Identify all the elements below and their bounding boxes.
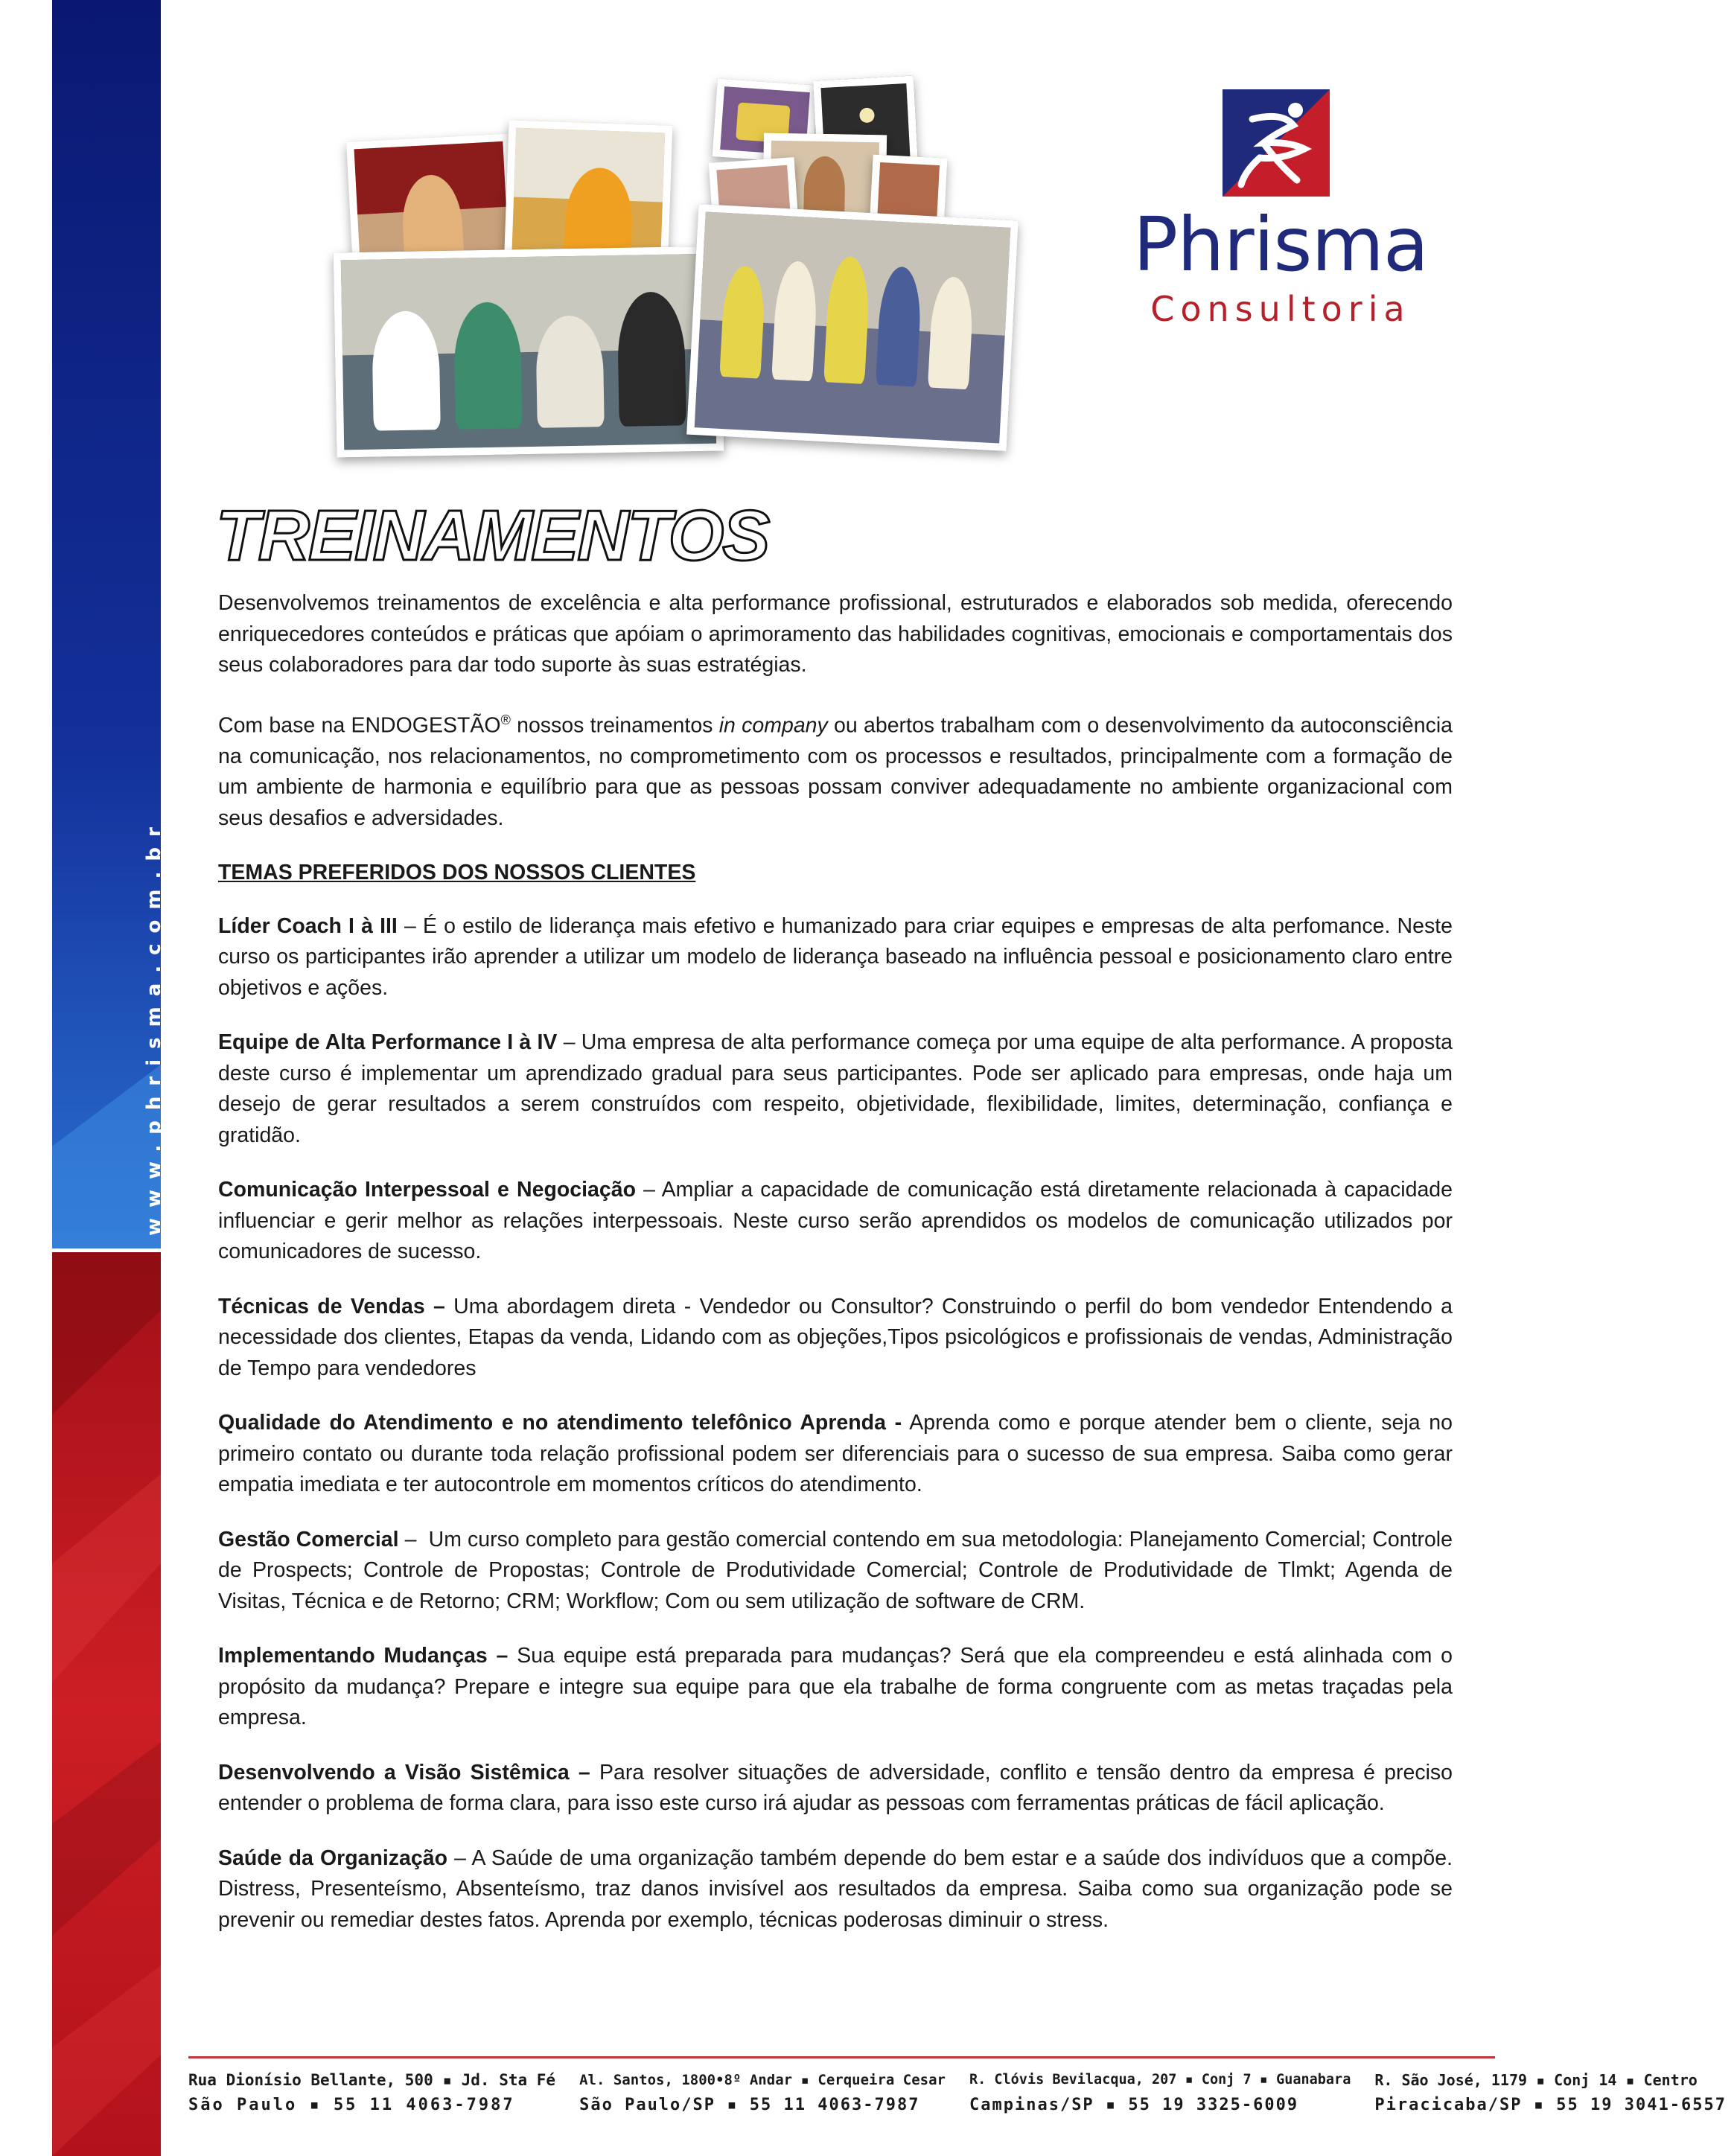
endogestao-italic: in company [718, 713, 828, 737]
topic-name: Líder Coach I à III [218, 913, 398, 938]
topic-description: Para resolver situações de adversidade, conflito e tensão dentro da empresa é preciso entender o problema de forma clara, para isso este curso irá ajudar as pessoas com ferramentas práticas de fácil aplicação. [218, 1760, 1453, 1815]
address-street: R. São José, 1179 ▪ Conj 14 ▪ Centro [1374, 2071, 1698, 2089]
topic-description: Aprenda como e porque atender bem o cliente, seja no primeiro contato ou durante toda relação profissional podem ser diferenciais para o sucesso de sua empresa. Saiba como gerar empatia imediata e ter autocontrole em momentos críticos do atendimento. [218, 1411, 1453, 1496]
endogestao-paragraph [218, 705, 1453, 835]
topic-description: Uma abordagem direta - Vendedor ou Consultor? Construindo o perfil do bom vendedor Entendendo a necessidade dos clientes, Etapas da venda, Lidando com as objeções,Tipos psicológicos e profissionais de vendas, Administração de Tempo para vendedores [218, 1294, 1453, 1380]
address-block [188, 2068, 563, 2128]
website-url[interactable]: www.phrisma.com.br [143, 817, 165, 1236]
address-street: Rua Dionísio Bellante, 500 ▪ Jd. Sta Fé [188, 2071, 556, 2089]
topic-description: É o estilo de liderança mais efetivo e humanizado para criar equipes e empresas de alta perfomance. Neste curso os participantes irão aprender a utilizar um modelo de liderança baseado na influência pessoal e posicionamento claro entre objetivos e ações. [218, 913, 1453, 1000]
section-heading: TEMAS PREFERIDOS DOS NOSSOS CLIENTES [218, 861, 696, 884]
address-street: R. Clóvis Bevilacqua, 207 ▪ Conj 7 ▪ Guanabara [969, 2072, 1351, 2088]
topic-separator [902, 1411, 909, 1435]
endogestao-after: ou abertos trabalham com o desenvolvimento da autoconsciência na comunicação, nos relacionamentos, no comprometimento com os processos e resultados, principalmente com a formação de um ambiente de harmonia e equilíbrio para que as pessoas possam conviver adequadamente no ambiente organizacional com seus desafios e adversidades. [218, 713, 1453, 830]
footer-addresses [188, 2068, 1727, 2128]
training-photo-collage-icon [320, 67, 1020, 439]
logo-name: Phrisma [1132, 201, 1429, 288]
topic-description: Sua equipe está preparada para mudanças? Será que ela compreendeu e está alinhada com o propósito da mudança? Prepare e integre sua equipe para que ela trabalhe de forma congruente com as metas traçadas pela empresa. [218, 1644, 1453, 1729]
address-street: Al. Santos, 1800•8º Andar ▪ Cerqueira Cesar [579, 2072, 946, 2088]
topic-name: Qualidade do Atendimento e no atendimento telefônico Aprenda - [218, 1411, 902, 1435]
topic-separator [508, 1644, 517, 1668]
address-block [579, 2068, 953, 2128]
endogestao-before: Com base na ENDOGESTÃO [218, 713, 501, 737]
topic-separator [445, 1295, 453, 1318]
topic-item [218, 1758, 1453, 1819]
topic-name: Implementando Mudanças – [218, 1644, 509, 1668]
topic-description: Uma empresa de alta performance começa por uma equipe de alta performance. A proposta deste curso é implementar um aprendizado gradual para seus participantes. Pode ser aplicado para empresas, onde haja um desejo de gerar resultados a serem construídos com respeito, objetividade, flexibilidade, limites, determinação, confiança e gratidão. [218, 1030, 1453, 1147]
topic-name: Desenvolvendo a Visão Sistêmica – [218, 1760, 590, 1785]
topic-description: Um curso completo para gestão comercial contendo em sua metodologia: Planejamento Comercial; Controle de Prospects; Controle de Propostas; Controle de Produtividade Comercial; Controle de Produtividade de Tlmkt; Agenda de Visitas, Técnica e de Retorno; CRM; Workflow; Com ou sem utilização de software de CRM. [218, 1527, 1453, 1613]
intro-paragraph: Desenvolvemos treinamentos de excelência e alta performance profissional, estruturados e elaborados sob medida, oferecendo enriquecedores conteúdos e práticas que apóiam o aprimoramento das habilidades cognitivas, emocionais e comportamentais dos seus colaboradores para dar todo suporte às suas estratégias. [218, 591, 1453, 677]
topic-item [218, 1843, 1453, 1936]
address-block [1374, 2068, 1734, 2128]
address-city-phone: São Paulo ▪ 55 11 4063-7987 [188, 2096, 515, 2114]
footer-divider [188, 2056, 1495, 2058]
topic-name: Técnicas de Vendas – [218, 1294, 445, 1318]
address-city-phone: Piracicaba/SP ▪ 55 19 3041-6557 [1374, 2096, 1727, 2114]
endogestao-middle: nossos treinamentos [510, 713, 719, 737]
topic-separator [590, 1761, 599, 1785]
photo-group-seated [334, 246, 724, 457]
address-city-phone: Campinas/SP ▪ 55 19 3325-6009 [969, 2096, 1299, 2114]
topic-item [218, 1408, 1453, 1501]
logo-mark-icon [1223, 89, 1330, 197]
topic-item [218, 1027, 1453, 1151]
topic-description: A Saúde de uma organização também depende do bem estar e a saúde dos indivíduos que a compõe. Distress, Presenteísmo, Absenteísmo, traz danos invisível aos resultados da empresa. Saiba como sua organização pode se prevenir ou remediar destes fatos. Aprenda por exemplo, técnicas poderosas diminuir o stress. [218, 1846, 1453, 1932]
address-city-phone: São Paulo/SP ▪ 55 11 4063-7987 [579, 2096, 920, 2114]
topic-item [218, 1175, 1453, 1268]
topic-name: Gestão Comercial [218, 1527, 399, 1551]
topic-separator: – [397, 913, 423, 938]
topic-item [218, 911, 1453, 1004]
logo-subtitle: Consultoria [1150, 289, 1411, 329]
topic-separator: – [447, 1846, 472, 1870]
registered-mark: ® [500, 712, 511, 727]
photo-group-jumping [686, 204, 1019, 451]
document-body [218, 588, 1453, 1959]
topic-name: Comunicação Interpessoal e Negociação [218, 1178, 637, 1202]
topic-item [218, 1641, 1453, 1734]
topic-separator: – [557, 1030, 581, 1054]
topic-description: Ampliar a capacidade de comunicação está diretamente relacionada à capacidade influenciar e gerir melhor as relações interpessoais. Neste curso serão aprendidos os modelos de comunicação utilizados por comunicadores de sucesso. [218, 1178, 1453, 1263]
address-block [969, 2068, 1358, 2128]
topic-separator: – [398, 1527, 429, 1551]
topic-item [218, 1292, 1453, 1385]
topic-name: Equipe de Alta Performance I à IV [218, 1030, 558, 1054]
topic-name: Saúde da Organização [218, 1846, 448, 1870]
topic-item [218, 1525, 1453, 1618]
page-title: TREINAMENTOS [216, 496, 769, 575]
topic-separator: – [636, 1178, 662, 1202]
company-logo [1117, 89, 1444, 335]
